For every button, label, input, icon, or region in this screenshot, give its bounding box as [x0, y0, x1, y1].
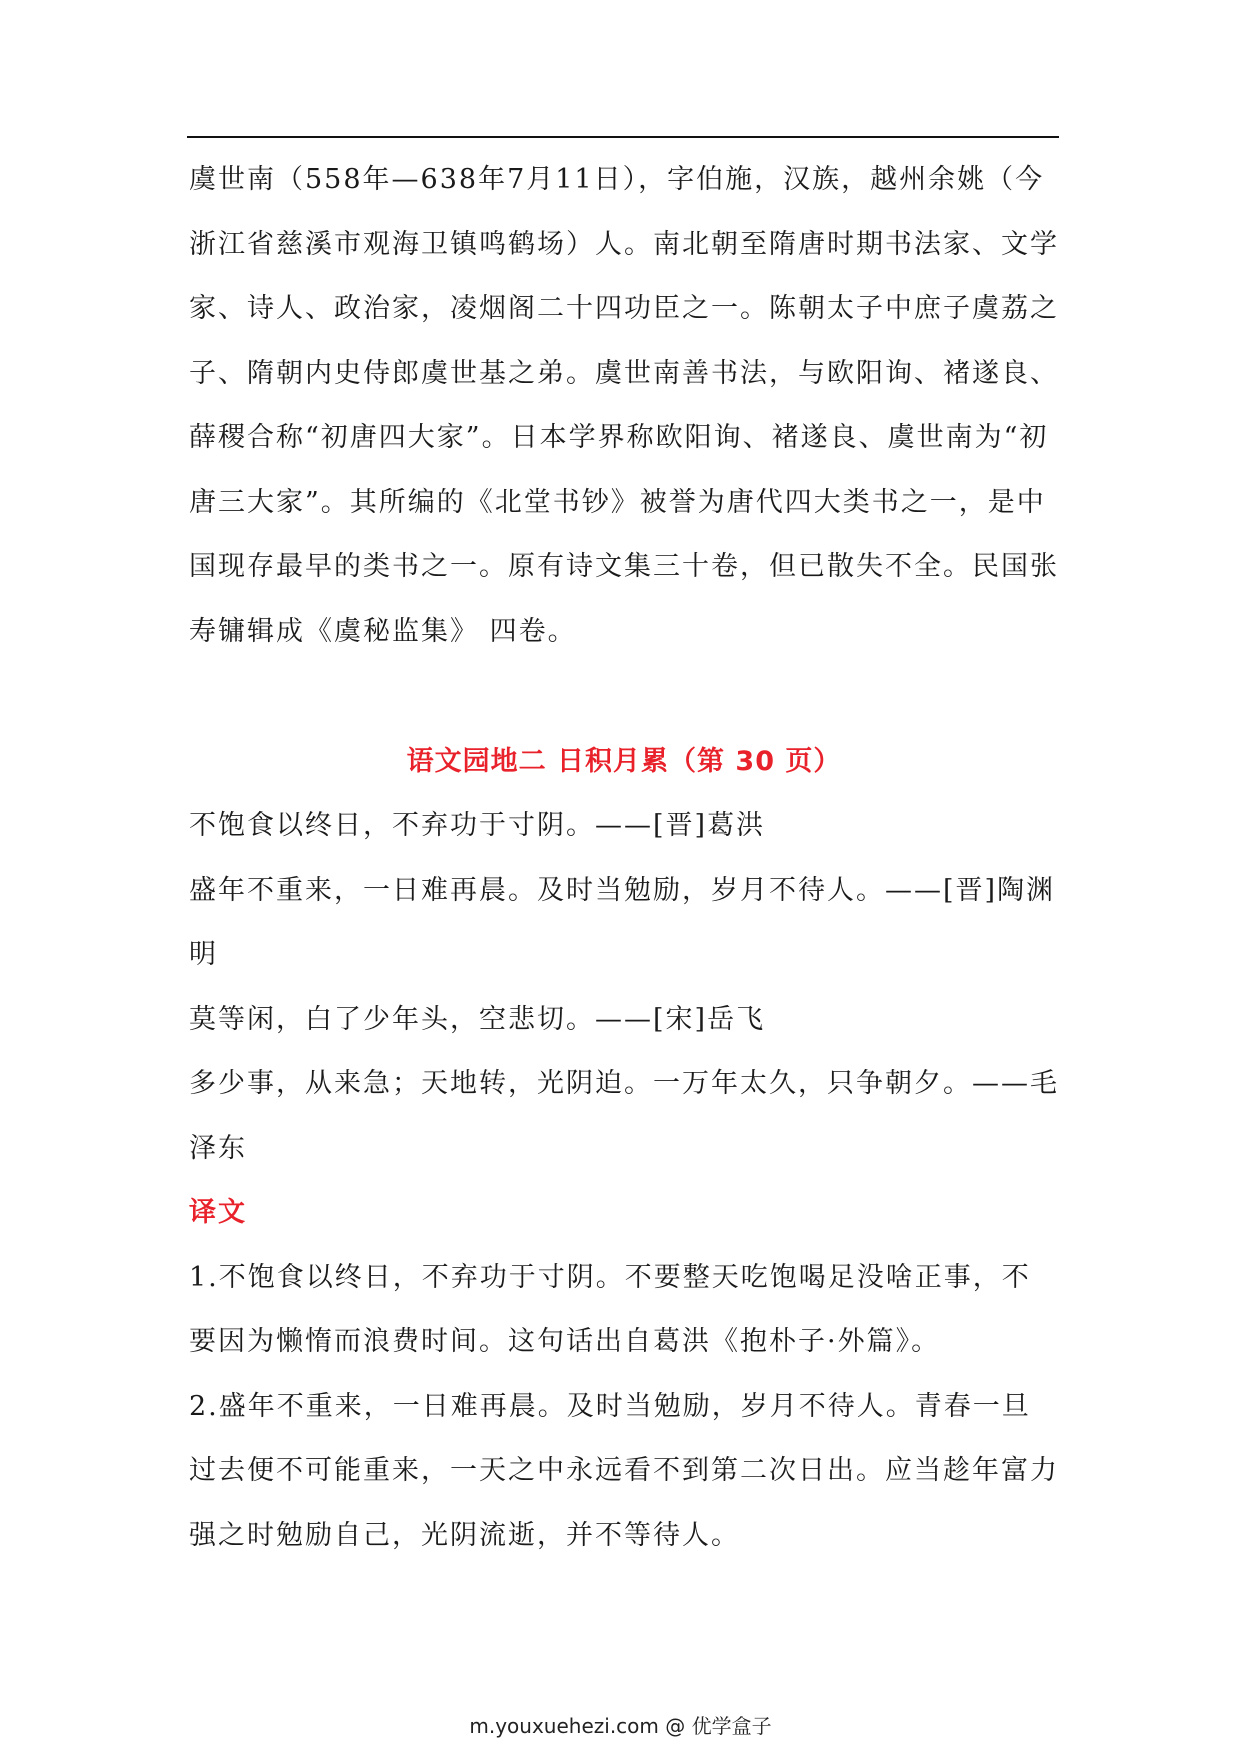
- translation-list: [189, 1246, 1059, 1569]
- biography-paragraph: 虞世南（558年—638年7月11日），字伯施，汉族，越州余姚（今浙江省慈溪市观海卫镇鸣鹤场）人。南北朝至隋唐时期书法家、文学家、诗人、政治家，凌烟阁二十四功臣之一。陈朝太子中庶子虞荔之子、隋朝内史侍郎虞世基之弟。虞世南善书法，与欧阳询、褚遂良、薛稷合称“初唐四大家”。日本学界称欧阳询、褚遂良、虞世南为“初唐三大家”。其所编的《北堂书钞》被誉为唐代四大类书之一，是中国现存最早的类书之一。原有诗文集三十卷，但已散失不全。民国张寿镛辑成《虞秘监集》 四卷。: [189, 164, 1059, 647]
- page-content: [189, 148, 1059, 1568]
- quote-item: 不饱食以终日，不弃功于寸阴。——[晋]葛洪: [189, 810, 766, 841]
- translation-item: 1.不饱食以终日，不弃功于寸阴。不要整天吃饱喝足没啥正事，不要因为懒惰而浪费时间。这句话出自葛洪《抱朴子·外篇》。: [189, 1261, 1031, 1357]
- biography-section: [189, 148, 1059, 664]
- section-title: 语文园地二 日积月累（第 30 页）: [406, 746, 842, 777]
- footer-watermark: m.youxuehezi.com @ 优学盒子: [469, 1714, 772, 1738]
- header-rule: [187, 136, 1059, 138]
- quotes-list: [189, 794, 1059, 1181]
- quote-item: 盛年不重来，一日难再晨。及时当勉励，岁月不待人。——[晋]陶渊明: [189, 874, 1056, 970]
- translation-item: 2.盛年不重来，一日难再晨。及时当勉励，岁月不待人。青春一旦过去便不可能重来，一天之中永远看不到第二次日出。应当趁年富力强之时勉励自己，光阴流逝，并不等待人。: [189, 1390, 1059, 1551]
- quote-item: 多少事，从来急；天地转，光阴迫。一万年太久，只争朝夕。——毛泽东: [189, 1068, 1059, 1164]
- quote-item: 莫等闲，白了少年头，空悲切。——[宋]岳飞: [189, 1003, 766, 1035]
- translation-heading: 译文: [189, 1197, 247, 1228]
